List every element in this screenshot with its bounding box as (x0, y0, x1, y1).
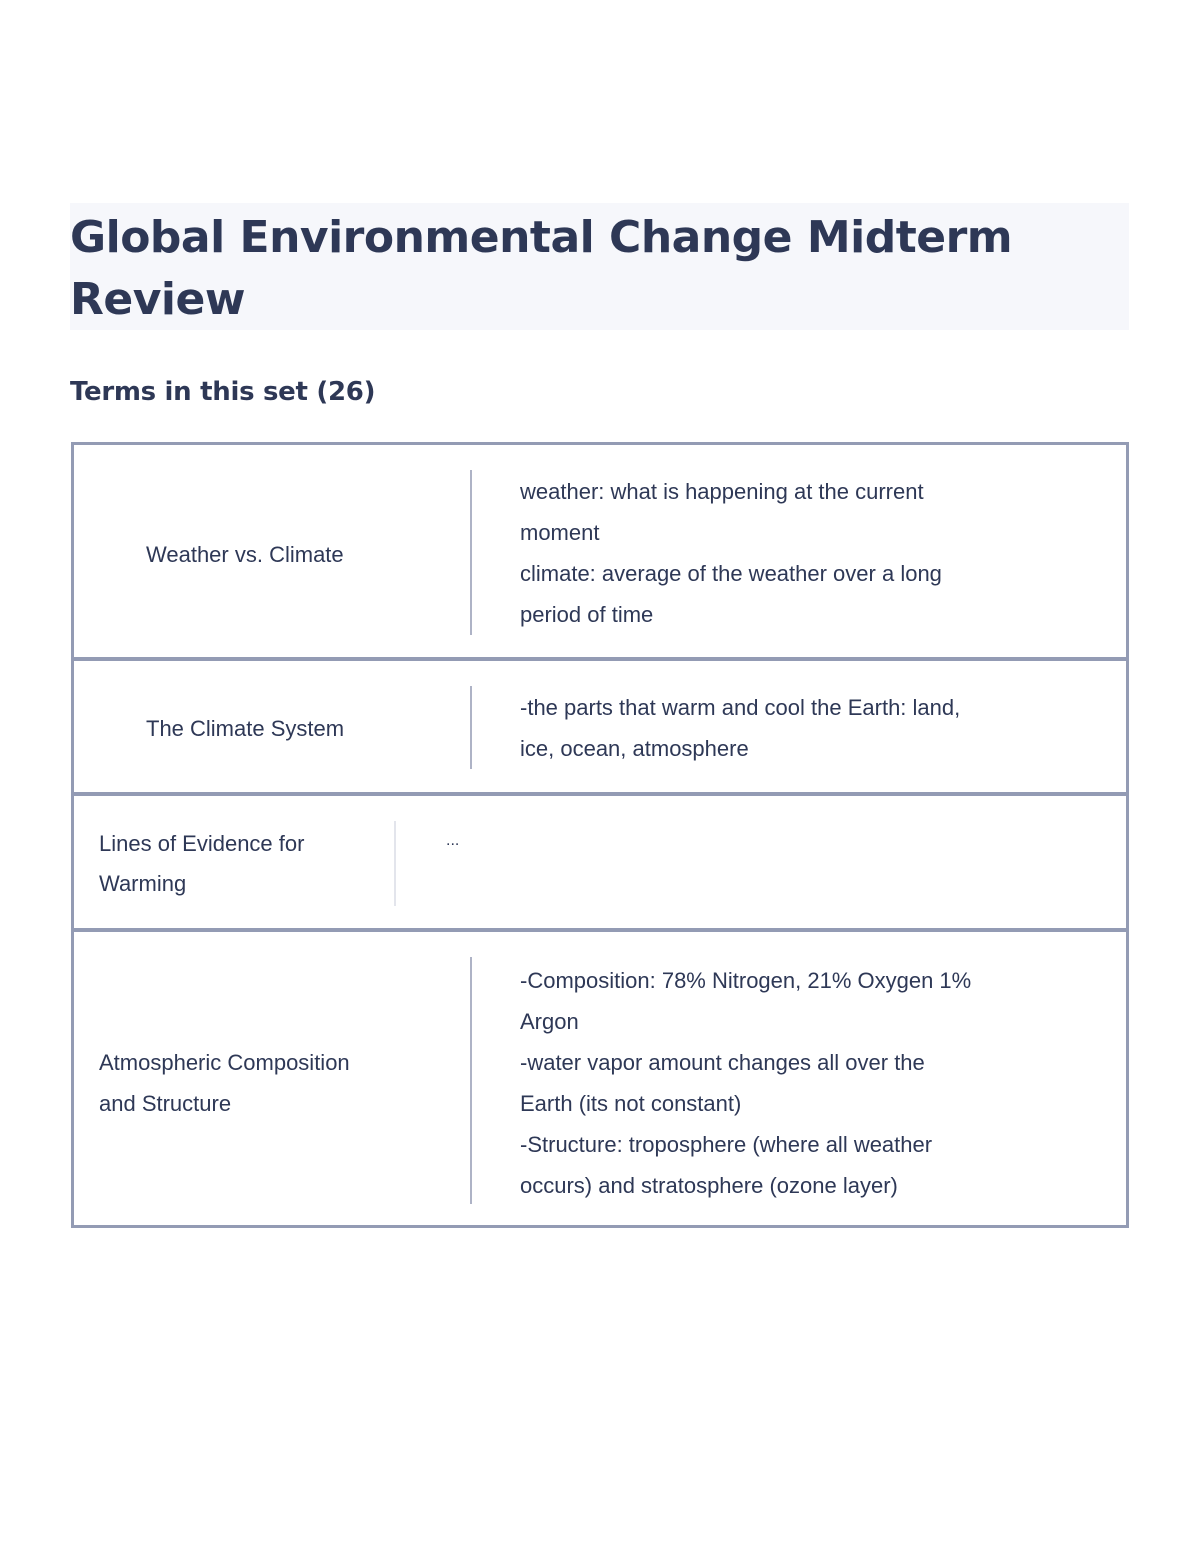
definition-line: weather: what is happening at the current (520, 479, 924, 504)
definition-line: Argon (520, 1009, 579, 1034)
term-line: Lines of Evidence for (99, 831, 305, 856)
term-card (71, 929, 1129, 1228)
definition-line: moment (520, 520, 600, 545)
card-definition (520, 960, 1080, 1206)
definition-line: -Structure: troposphere (where all weather (520, 1132, 933, 1157)
terms-heading: Terms in this set (26) (70, 377, 376, 407)
definition-line: occurs) and stratosphere (ozone layer) (520, 1173, 898, 1198)
card-divider (470, 686, 472, 769)
term-line: Atmospheric Composition (99, 1050, 350, 1075)
definition-line: Earth (its not constant) (520, 1091, 742, 1116)
definition-line: ... (446, 832, 460, 849)
definition-line: -water vapor amount changes all over the (520, 1050, 925, 1075)
definition-line: -the parts that warm and cool the Earth: land, (520, 695, 961, 720)
term-card (71, 658, 1129, 795)
card-divider (470, 957, 472, 1204)
page-title-line-1: Global Environmental Change Midterm (70, 212, 1013, 263)
term-card (71, 442, 1129, 660)
definition-line: -Composition: 78% Nitrogen, 21% Oxygen 1% (520, 968, 972, 993)
definition-line: ice, ocean, atmosphere (520, 736, 749, 761)
page-title (70, 207, 1070, 331)
term-card (71, 793, 1129, 931)
card-divider (394, 821, 396, 906)
card-term: The Climate System (146, 716, 345, 741)
definition-line: period of time (520, 602, 654, 627)
term-line: and Structure (99, 1091, 232, 1116)
page-title-line-2: Review (70, 274, 245, 325)
card-definition (446, 824, 1006, 858)
term-line: Warming (99, 871, 187, 896)
card-divider (470, 470, 472, 635)
card-definition (520, 471, 1080, 635)
card-term (99, 824, 304, 904)
definition-line: climate: average of the weather over a long (520, 561, 942, 586)
card-term: Weather vs. Climate (146, 542, 344, 567)
card-term (99, 1042, 350, 1124)
card-definition (520, 687, 1080, 769)
